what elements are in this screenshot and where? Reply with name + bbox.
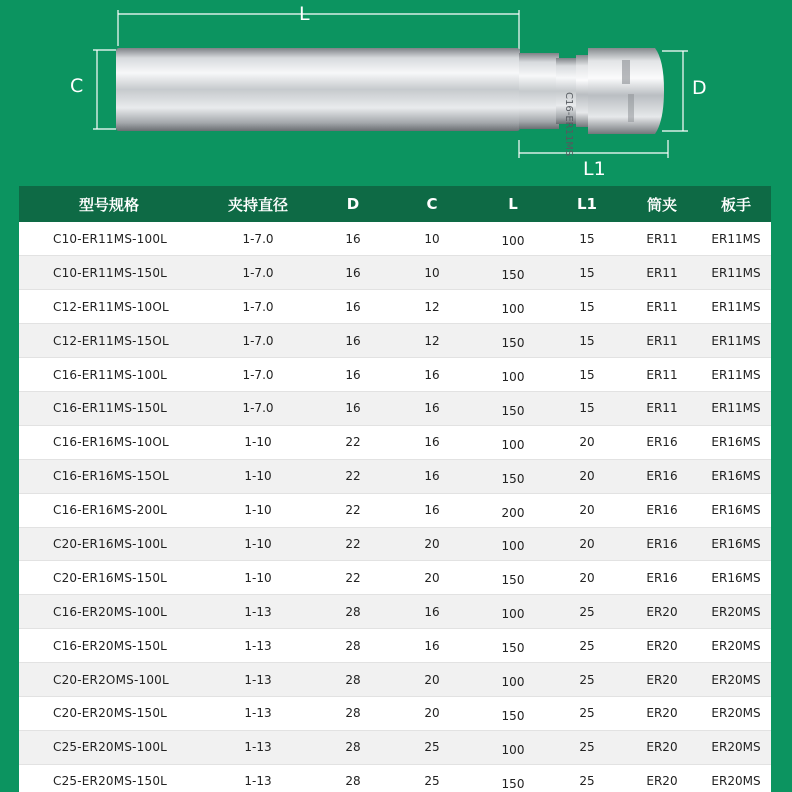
table-cell: ER16 [623,459,701,493]
table-cell: ER20 [623,696,701,730]
table-cell: 100 [475,425,551,459]
table-cell: 20 [389,663,475,697]
table-cell: 150 [475,629,551,663]
table-cell: 15 [551,358,623,392]
table-cell: 1-13 [199,629,317,663]
table-cell: 10 [389,222,475,256]
table-cell: 25 [389,764,475,792]
table-row [19,730,771,764]
table-cell: 22 [317,561,389,595]
table-cell: 16 [389,358,475,392]
table-cell: 22 [317,493,389,527]
table-cell: ER11MS [701,256,771,290]
table-cell: ER20MS [701,595,771,629]
table-cell: 100 [475,358,551,392]
table-cell: 1-7.0 [199,358,317,392]
table-row [19,561,771,595]
table-cell: 22 [317,459,389,493]
table-cell: 15 [551,222,623,256]
table-cell: 16 [389,459,475,493]
table-cell: ER11 [623,358,701,392]
table-cell: ER20MS [701,629,771,663]
table-cell: C10-ER11MS-100L [19,222,199,256]
table-cell: ER20 [623,764,701,792]
table-cell: 20 [389,561,475,595]
table-cell: 25 [551,730,623,764]
header-c: C [426,195,438,213]
table-cell: ER16MS [701,493,771,527]
table-cell: ER16 [623,425,701,459]
table-cell: 150 [475,324,551,358]
table-cell: C10-ER11MS-150L [19,256,199,290]
table-cell: 16 [389,391,475,425]
table-cell: 1-10 [199,493,317,527]
table-cell: C16-ER16MS-200L [19,493,199,527]
table-row [19,391,771,425]
table-cell: 20 [389,696,475,730]
table-cell: 1-13 [199,730,317,764]
table-cell: 10 [389,256,475,290]
table-cell: 15 [551,324,623,358]
header-wrench: 板手 [720,195,751,214]
table-cell: ER11MS [701,324,771,358]
table-cell: ER20 [623,663,701,697]
header-l1: L1 [577,195,597,213]
table-cell: 16 [317,358,389,392]
table-cell: 150 [475,256,551,290]
table-cell: 16 [389,493,475,527]
table-row [19,425,771,459]
table-cell: 20 [551,459,623,493]
table-cell: 15 [551,391,623,425]
table-header-row [19,186,771,222]
table-cell: 25 [389,730,475,764]
header-d: D [346,195,360,213]
table-row [19,696,771,730]
table-cell: 100 [475,663,551,697]
table-cell: 22 [317,527,389,561]
table-cell: 150 [475,391,551,425]
header-model: 型号规格 [78,195,139,214]
table-cell: 28 [317,730,389,764]
table-cell: 28 [317,663,389,697]
table-cell: 12 [389,290,475,324]
table-cell: 16 [389,595,475,629]
table-cell: 1-7.0 [199,324,317,358]
table-cell: C12-ER11MS-15OL [19,324,199,358]
tool-holder-drawing [0,0,792,186]
table-cell: ER20MS [701,730,771,764]
table-cell: 20 [551,527,623,561]
table-cell: 1-10 [199,527,317,561]
table-cell: 1-10 [199,459,317,493]
table-cell: ER11MS [701,222,771,256]
header-collet: 筒夹 [646,195,677,214]
table-cell: 200 [475,493,551,527]
header-clamp-diameter: 夹持直径 [227,195,288,214]
table-cell: 150 [475,764,551,792]
dim-label-l1: L1 [583,158,606,180]
table-row [19,222,771,256]
table-cell: C20-ER16MS-100L [19,527,199,561]
table-cell: 25 [551,629,623,663]
table-cell: 16 [317,391,389,425]
dim-label-d: D [692,77,707,99]
table-row [19,663,771,697]
spec-table [19,186,771,792]
table-cell: 100 [475,527,551,561]
table-cell: 25 [551,696,623,730]
table-cell: 100 [475,290,551,324]
table-row [19,493,771,527]
table-cell: 25 [551,764,623,792]
table-row [19,764,771,792]
tool-holder-diagram [0,0,792,186]
table-cell: C25-ER20MS-100L [19,730,199,764]
table-cell: ER20MS [701,696,771,730]
table-cell: C16-ER20MS-100L [19,595,199,629]
table-row [19,595,771,629]
table-cell: 100 [475,730,551,764]
table-cell: ER20MS [701,764,771,792]
table-cell: 16 [389,425,475,459]
table-cell: ER16MS [701,527,771,561]
table-cell: 1-7.0 [199,222,317,256]
table-cell: C16-ER11MS-150L [19,391,199,425]
table-row [19,256,771,290]
table-cell: 100 [475,222,551,256]
table-row [19,527,771,561]
table-cell: ER20 [623,629,701,663]
shank [116,48,520,131]
table-cell: ER16MS [701,561,771,595]
table-row [19,629,771,663]
table-cell: 150 [475,696,551,730]
table-cell: C20-ER2OMS-100L [19,663,199,697]
table-cell: C16-ER20MS-150L [19,629,199,663]
table-cell: ER11 [623,391,701,425]
table-cell: ER16 [623,561,701,595]
table-cell: ER16MS [701,425,771,459]
table-cell: ER16MS [701,459,771,493]
table-cell: 28 [317,629,389,663]
table-cell: ER16 [623,493,701,527]
table-cell: 150 [475,459,551,493]
table-cell: ER11 [623,324,701,358]
table-cell: C16-ER16MS-10OL [19,425,199,459]
table-cell: C16-ER16MS-15OL [19,459,199,493]
engraving-text: C16-ER11MS [563,92,574,157]
table-cell: 28 [317,764,389,792]
table-cell: 1-7.0 [199,391,317,425]
table-cell: ER16 [623,527,701,561]
table-cell: 20 [551,425,623,459]
table-cell: 15 [551,290,623,324]
table-cell: 20 [551,493,623,527]
table-cell: ER11 [623,222,701,256]
table-cell: 1-10 [199,425,317,459]
table-cell: 1-7.0 [199,290,317,324]
table-cell: ER11 [623,290,701,324]
table-cell: 28 [317,696,389,730]
table-row [19,290,771,324]
header-l: L [508,195,518,213]
table-cell: 1-7.0 [199,256,317,290]
table-cell: 1-13 [199,595,317,629]
table-row [19,358,771,392]
table-cell: C25-ER20MS-150L [19,764,199,792]
dim-label-l: L [299,3,310,25]
table-cell: C12-ER11MS-10OL [19,290,199,324]
table-cell: 16 [317,222,389,256]
table-cell: 15 [551,256,623,290]
table-cell: 22 [317,425,389,459]
table-cell: C20-ER20MS-150L [19,696,199,730]
table-cell: 1-13 [199,764,317,792]
table-cell: C16-ER11MS-100L [19,358,199,392]
table-cell: ER20 [623,595,701,629]
table-cell: 1-10 [199,561,317,595]
table-cell: 16 [389,629,475,663]
table-cell: 16 [317,324,389,358]
table-row [19,459,771,493]
table-row [19,324,771,358]
spec-table-container [19,186,771,792]
table-cell: 12 [389,324,475,358]
table-cell: 25 [551,663,623,697]
table-cell: ER11MS [701,290,771,324]
table-cell: ER11MS [701,358,771,392]
table-cell: 100 [475,595,551,629]
table-cell: C20-ER16MS-150L [19,561,199,595]
table-cell: 16 [317,256,389,290]
table-cell: 25 [551,595,623,629]
table-cell: ER11 [623,256,701,290]
table-cell: 28 [317,595,389,629]
table-cell: ER20MS [701,663,771,697]
table-cell: 1-13 [199,663,317,697]
table-cell: ER20 [623,730,701,764]
table-body [19,222,771,792]
table-cell: 20 [389,527,475,561]
table-cell: ER11MS [701,391,771,425]
table-cell: 20 [551,561,623,595]
dim-label-c: C [70,75,84,97]
table-cell: 1-13 [199,696,317,730]
table-cell: 16 [317,290,389,324]
table-cell: 150 [475,561,551,595]
neck [519,53,559,129]
